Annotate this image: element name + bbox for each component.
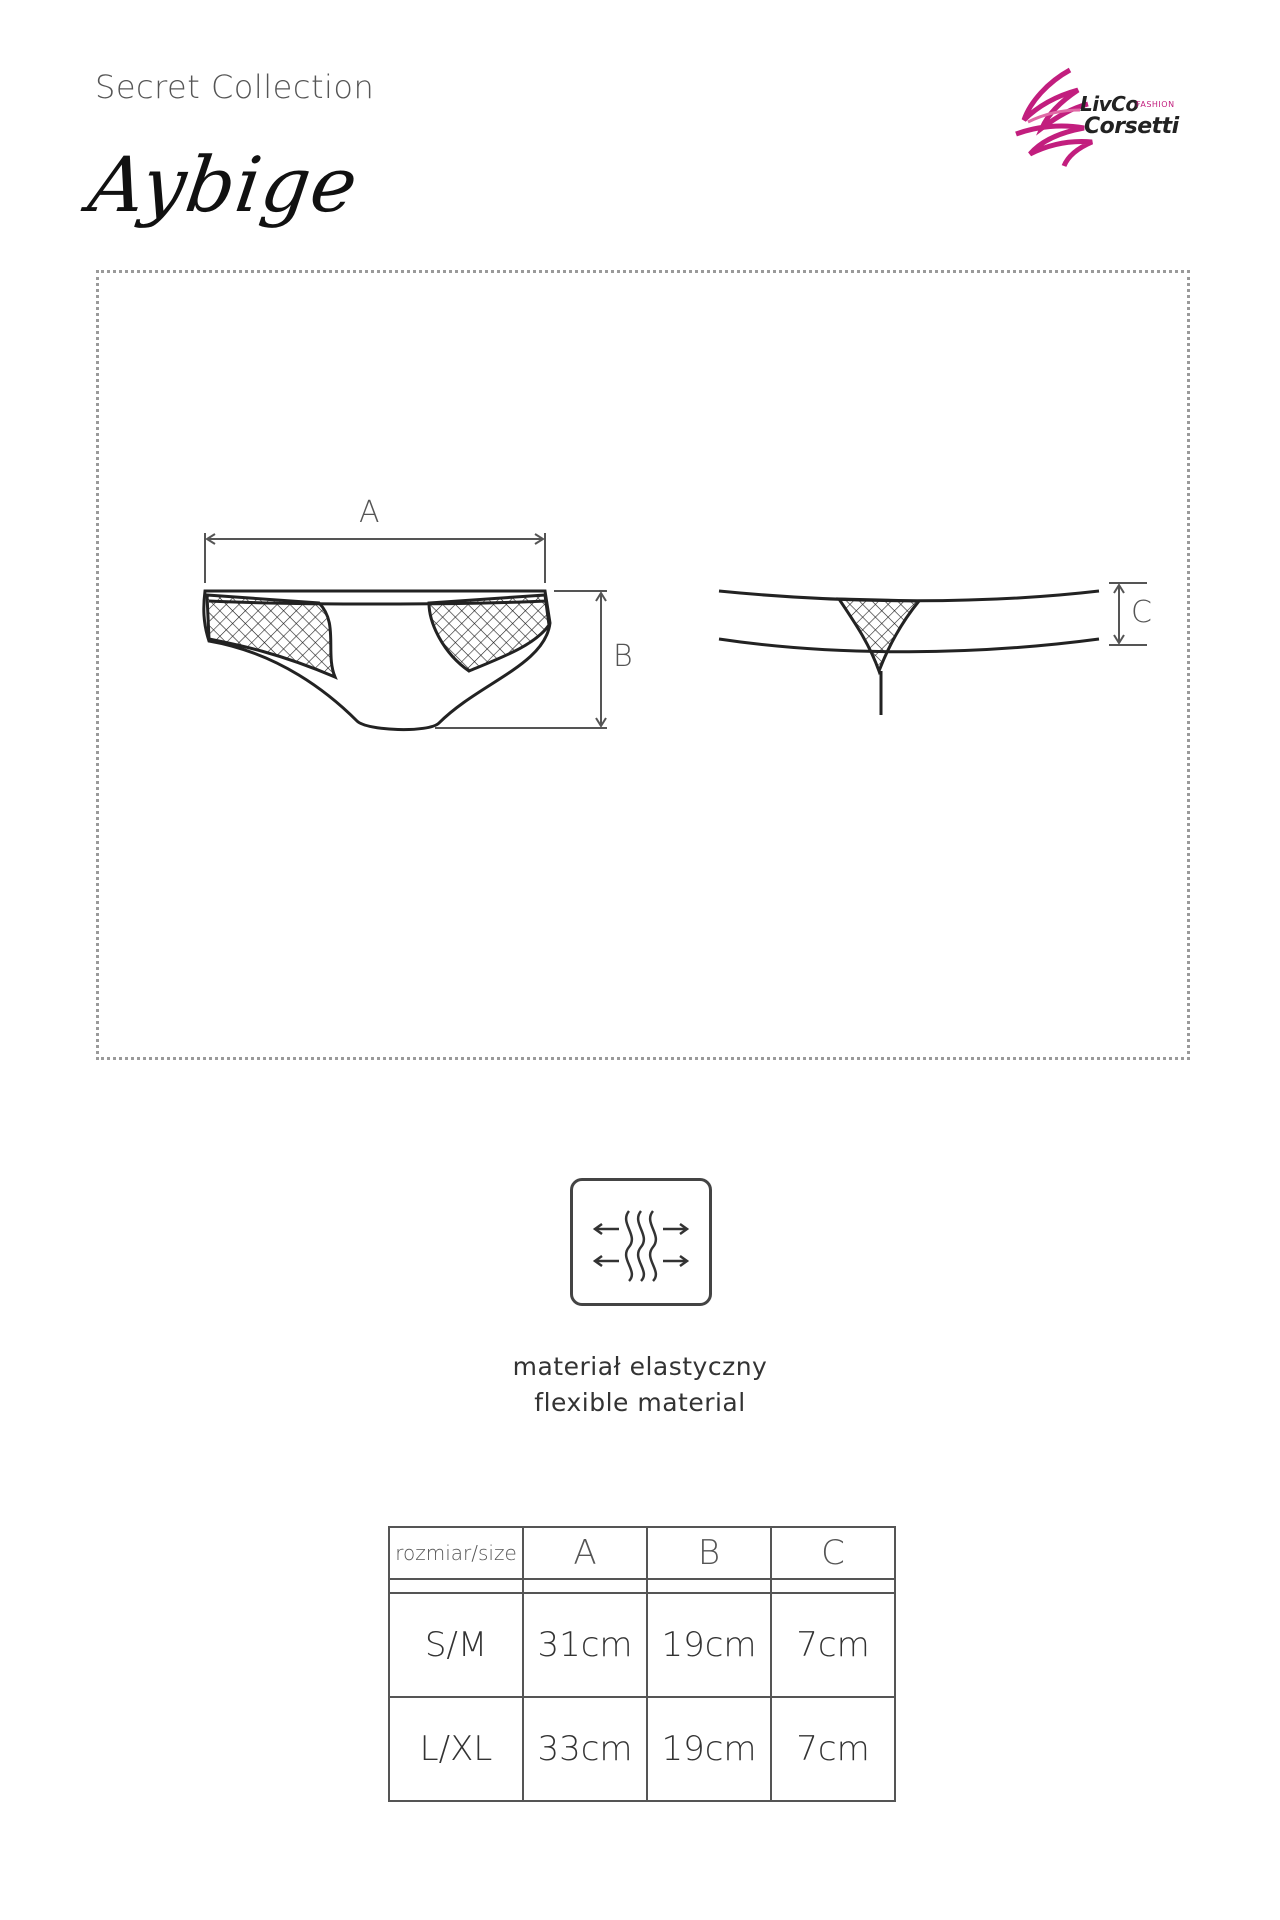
dimension-c-label: C [1131, 595, 1152, 630]
a-cell: 33cm [523, 1697, 647, 1801]
front-view [204, 591, 550, 730]
brand-logo [1008, 62, 1198, 172]
diagram-frame [96, 270, 1190, 1060]
back-view [719, 591, 1099, 715]
table-row [389, 1697, 895, 1801]
header-size: rozmiar/size [389, 1527, 523, 1579]
dimension-a-label: A [359, 495, 380, 530]
size-cell: S/M [389, 1593, 523, 1697]
panty-diagram [99, 273, 1187, 1057]
dimension-b-label: B [613, 639, 633, 674]
c-cell: 7cm [771, 1593, 895, 1697]
table-row [389, 1593, 895, 1697]
header-c: C [771, 1527, 895, 1579]
product-name: Aybige [83, 140, 364, 229]
size-cell: L/XL [389, 1697, 523, 1801]
collection-name: Secret Collection [95, 68, 375, 106]
b-cell: 19cm [647, 1697, 771, 1801]
header-b: B [647, 1527, 771, 1579]
dimension-a [205, 533, 545, 583]
header-a: A [523, 1527, 647, 1579]
size-table [388, 1526, 896, 1802]
c-cell: 7cm [771, 1697, 895, 1801]
a-cell: 31cm [523, 1593, 647, 1697]
logo-livco: LivCo [1080, 92, 1139, 116]
logo-fashion: FASHION [1136, 100, 1175, 109]
material-text-en: flexible material [534, 1388, 746, 1417]
b-cell: 19cm [647, 1593, 771, 1697]
stretch-icon [570, 1178, 712, 1306]
size-table-header [389, 1527, 895, 1579]
material-text-pl: materiał elastyczny [512, 1352, 768, 1381]
logo-corsetti: Corsetti [1084, 114, 1179, 139]
